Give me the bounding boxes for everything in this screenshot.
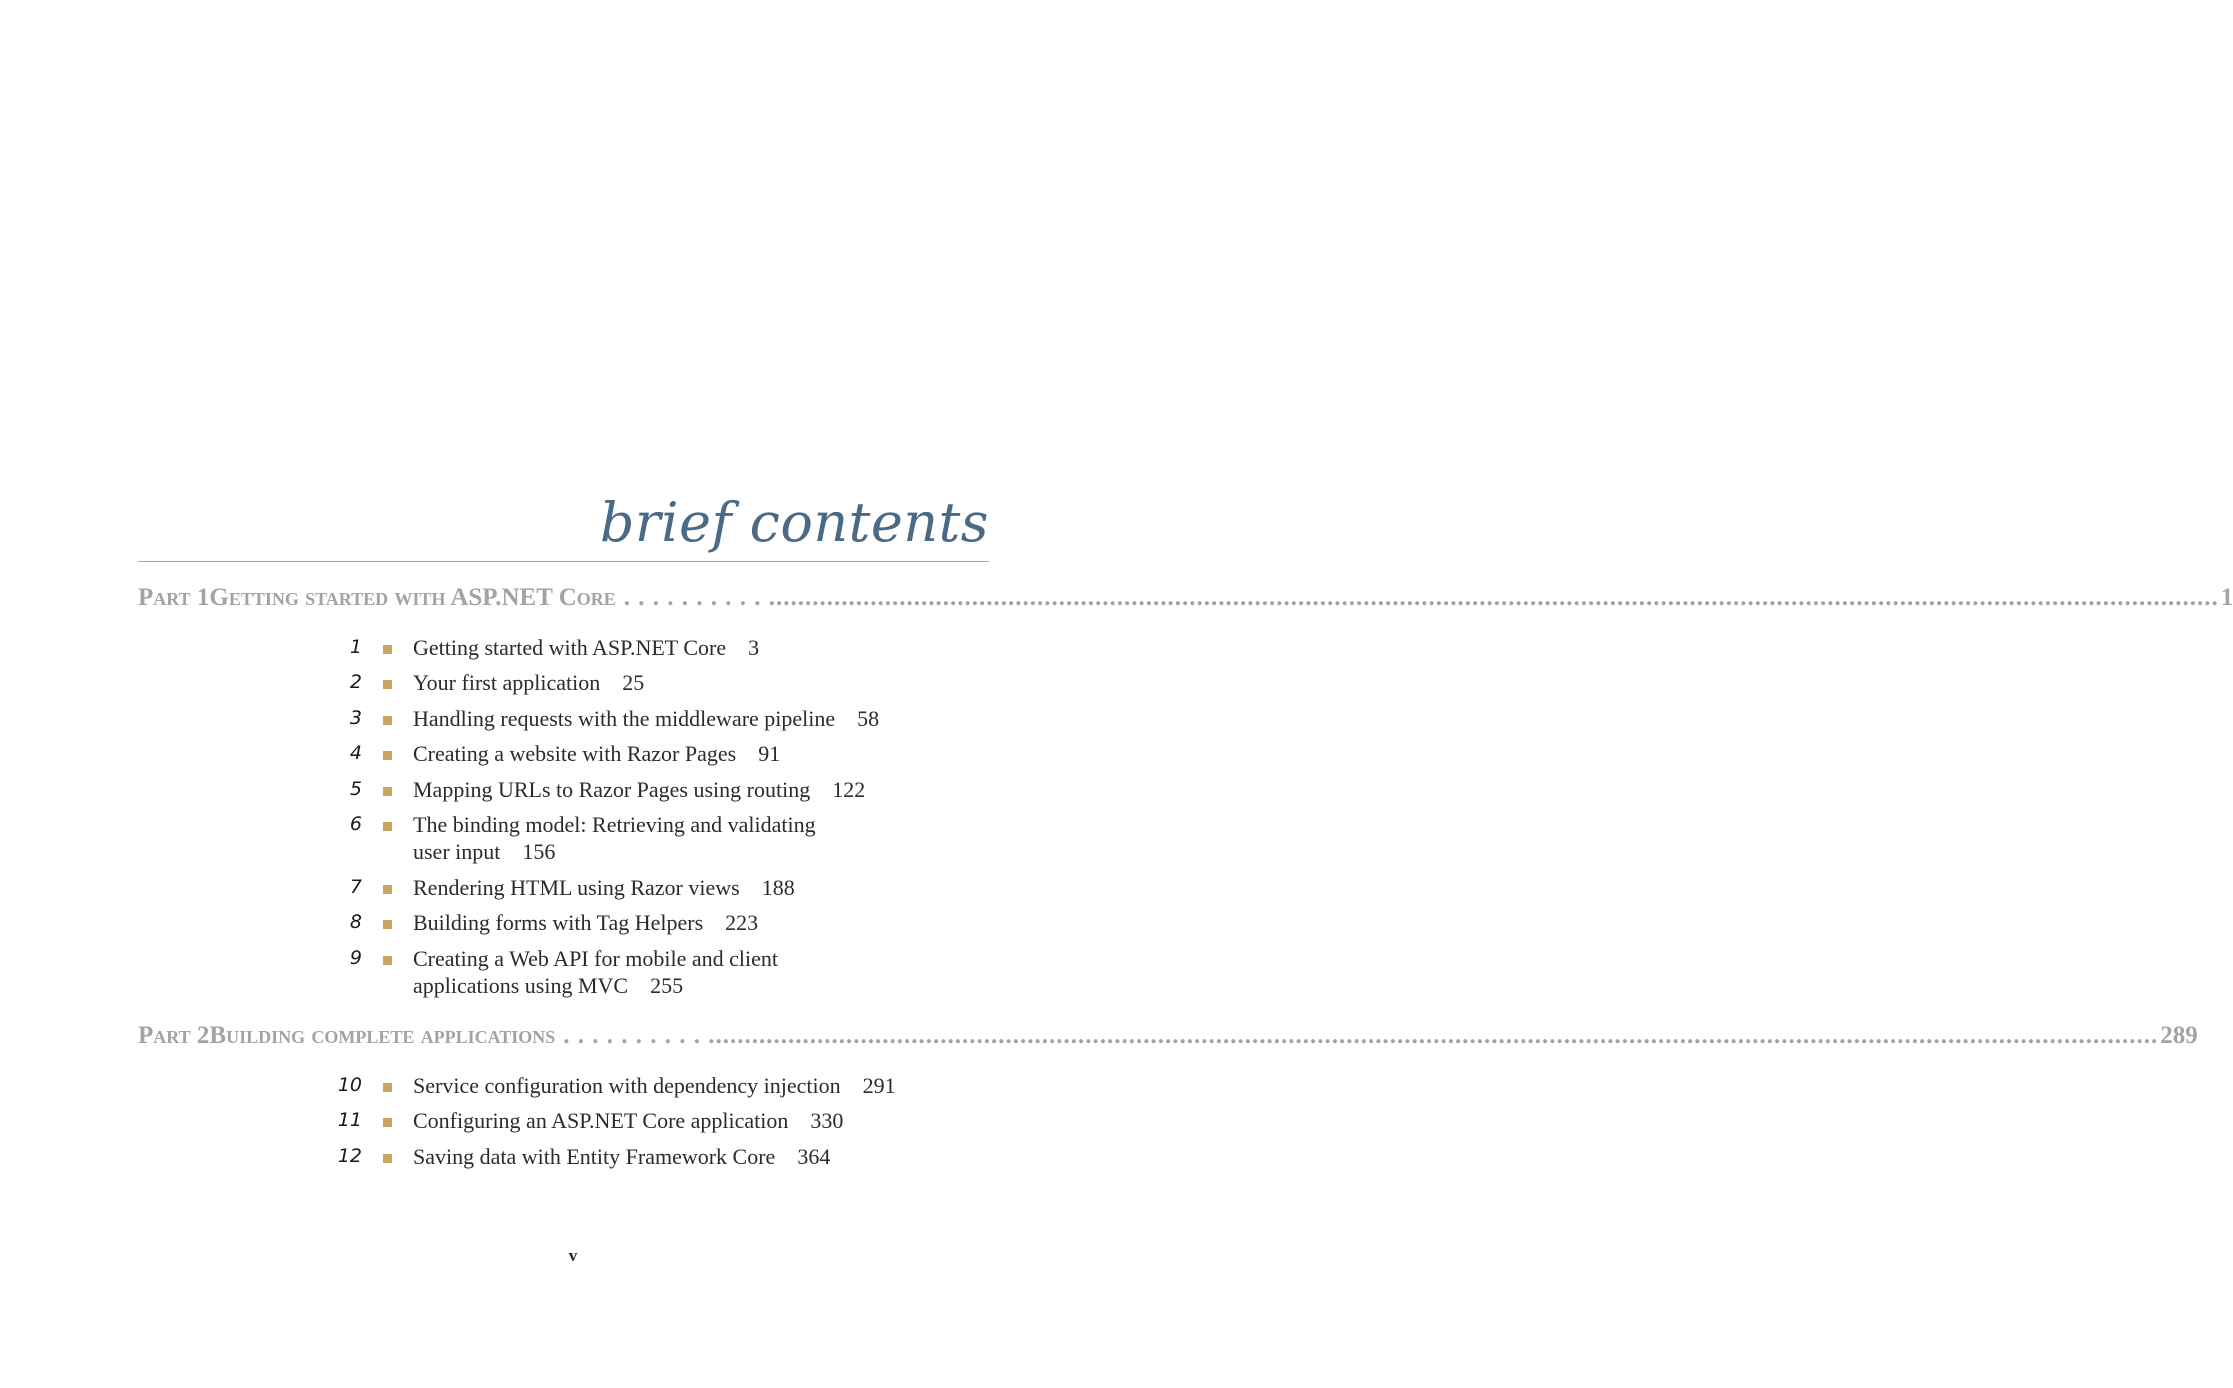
chapter-page-number: 3 — [748, 635, 760, 660]
part-page-number: 289 — [2160, 1022, 2198, 1049]
chapter-title-line — [413, 776, 973, 803]
chapter-title — [413, 776, 973, 803]
bullet-square-icon — [383, 822, 392, 831]
dot-leader: . . . . . . . . . . ........................................................................................................................................................................................................ — [563, 1022, 2159, 1049]
bullet-square-icon — [383, 751, 392, 760]
chapter-title-line — [413, 634, 973, 661]
chapter-title-text: Mapping URLs to Razor Pages using routing — [413, 777, 811, 802]
chapter-number: 6 — [349, 813, 362, 835]
chapter-title-line — [413, 972, 973, 999]
chapter-title-line — [413, 945, 973, 972]
part-heading — [138, 584, 2233, 618]
bullet-square-icon — [383, 1154, 392, 1163]
bullet-square-icon — [383, 956, 392, 965]
chapter-title — [413, 740, 973, 767]
chapter-page-number: 58 — [857, 706, 880, 731]
chapter-title — [413, 874, 973, 901]
chapter-number: 10 — [337, 1074, 362, 1096]
part-page-number: 1 — [2220, 584, 2233, 611]
chapter-title-text: user input — [413, 839, 501, 864]
chapter-title-text: applications using MVC — [413, 973, 629, 998]
chapter-page-number: 156 — [522, 839, 556, 864]
chapter-title-text: Saving data with Entity Framework Core — [413, 1144, 776, 1169]
chapter-title-line — [413, 1072, 973, 1099]
chapter-title — [413, 1107, 973, 1134]
bullet-square-icon — [383, 885, 392, 894]
chapter-number: 2 — [349, 671, 362, 693]
chapter-number: 4 — [349, 742, 362, 764]
part-label: Part 1 — [138, 584, 210, 611]
chapter-page-number: 188 — [761, 875, 795, 900]
bullet-square-icon — [383, 645, 392, 654]
part-title: Getting started with ASP.NET Core — [209, 584, 616, 611]
chapter-title-text: Configuring an ASP.NET Core application — [413, 1108, 789, 1133]
chapter-number: 1 — [349, 636, 362, 658]
chapter-number: 12 — [337, 1145, 362, 1167]
chapter-title-text: Creating a website with Razor Pages — [413, 741, 737, 766]
chapter-title — [413, 909, 973, 936]
chapter-title — [413, 945, 973, 999]
chapter-title — [413, 634, 973, 661]
chapter-number: 7 — [349, 876, 362, 898]
chapter-title-line — [413, 811, 973, 838]
bullet-square-icon — [383, 787, 392, 796]
chapter-page-number: 330 — [810, 1108, 844, 1133]
chapter-title-text: Handling requests with the middleware pipeline — [413, 706, 836, 731]
chapter-title-text: Your first application — [413, 670, 601, 695]
chapter-title — [413, 1072, 973, 1099]
chapter-number: 5 — [349, 778, 362, 800]
chapter-number: 3 — [349, 707, 362, 729]
chapter-title-line — [413, 838, 973, 865]
bullet-square-icon — [383, 1118, 392, 1127]
bullet-square-icon — [383, 680, 392, 689]
chapter-title-line — [413, 705, 973, 732]
chapter-title — [413, 811, 973, 865]
chapter-title-line — [413, 909, 973, 936]
chapter-page-number: 223 — [725, 910, 759, 935]
chapter-page-number: 122 — [832, 777, 866, 802]
chapter-number: 9 — [349, 947, 362, 969]
chapter-title — [413, 669, 973, 696]
chapter-title-text: Service configuration with dependency injection — [413, 1073, 841, 1098]
chapter-number: 8 — [349, 911, 362, 933]
chapter-title-text: Building forms with Tag Helpers — [413, 910, 704, 935]
chapter-number: 11 — [337, 1109, 362, 1131]
chapter-page-number: 255 — [650, 973, 684, 998]
chapter-title-text: Creating a Web API for mobile and client — [413, 946, 779, 971]
chapter-page-number: 364 — [797, 1144, 831, 1169]
chapter-title-line — [413, 874, 973, 901]
page-number: v — [568, 1246, 578, 1265]
chapter-title-line — [413, 740, 973, 767]
chapter-page-number: 25 — [622, 670, 645, 695]
dot-leader: . . . . . . . . . . ........................................................................................................................................................................................................ — [623, 584, 2219, 611]
chapter-page-number: 291 — [862, 1073, 896, 1098]
chapter-page-number: 91 — [758, 741, 781, 766]
chapter-title-line — [413, 1143, 973, 1170]
chapter-title — [413, 1143, 973, 1170]
chapter-title-line — [413, 1107, 973, 1134]
chapter-title-text: Getting started with ASP.NET Core — [413, 635, 727, 660]
page-title: brief contents — [599, 491, 989, 554]
chapter-title-line — [413, 669, 973, 696]
chapter-title-text: Rendering HTML using Razor views — [413, 875, 740, 900]
bullet-square-icon — [383, 1083, 392, 1092]
part-label: Part 2 — [138, 1022, 210, 1049]
chapter-title — [413, 705, 973, 732]
chapter-title-text: The binding model: Retrieving and validating — [413, 812, 816, 837]
bullet-square-icon — [383, 716, 392, 725]
part-title: Building complete applications — [209, 1022, 556, 1049]
bullet-square-icon — [383, 920, 392, 929]
part-heading — [138, 1022, 2198, 1056]
title-rule — [138, 561, 989, 562]
